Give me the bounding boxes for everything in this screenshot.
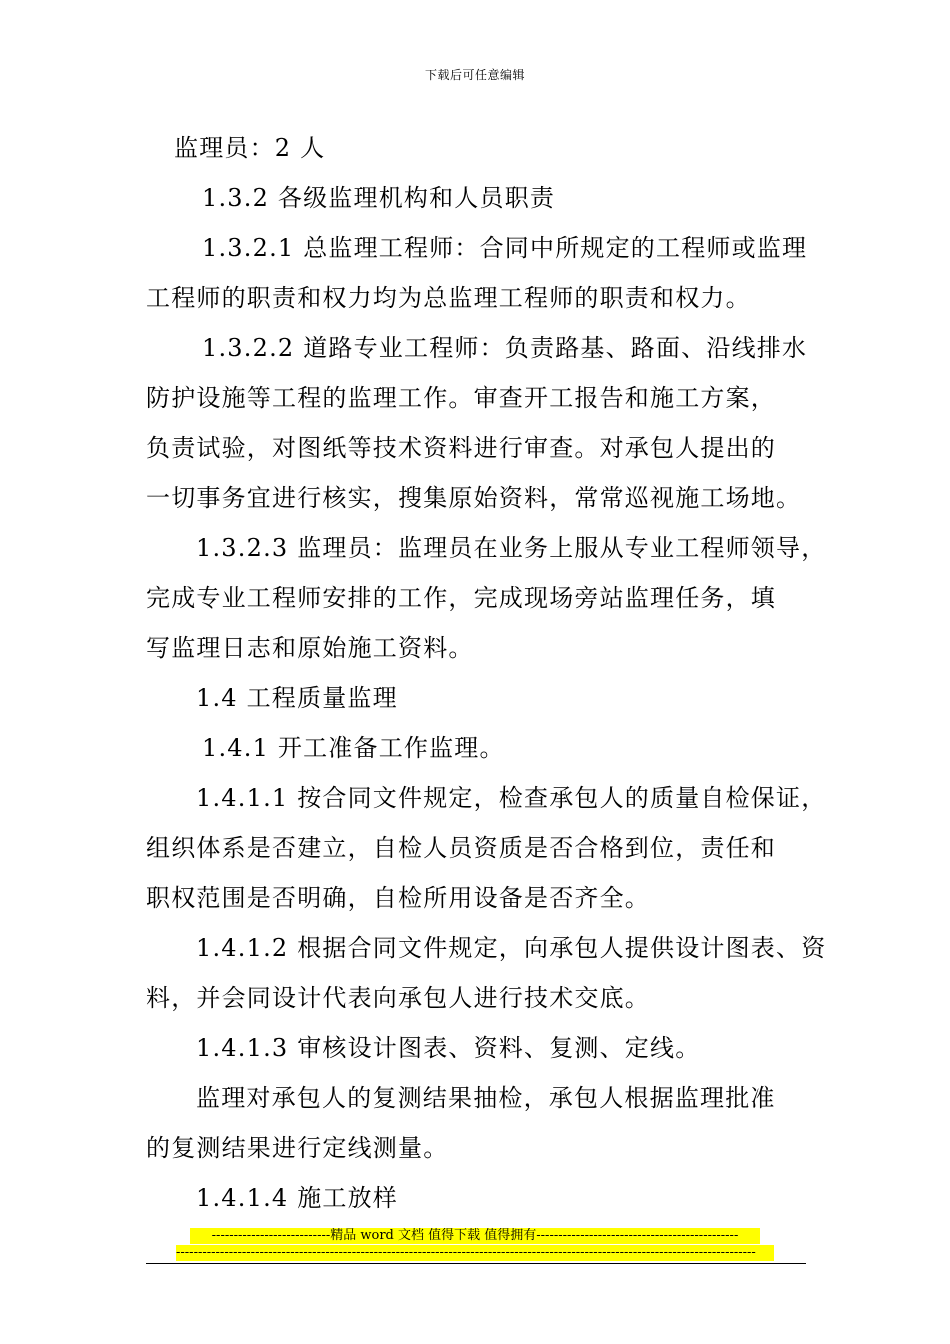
text-line: 1.4.1.2 根据合同文件规定，向承包人提供设计图表、资 — [196, 934, 827, 962]
text-line: 1.3.2.3 监理员：监理员在业务上服从专业工程师领导， — [196, 534, 827, 562]
text-line: 负责试验，对图纸等技术资料进行审查。对承包人提出的 — [146, 434, 776, 462]
text-line: 料，并会同设计代表向承包人进行技术交底。 — [146, 984, 650, 1012]
text-line: 职权范围是否明确，自检所用设备是否齐全。 — [146, 884, 650, 912]
footer-banner: ---------------------------精品 word 文档 值得下载 值得拥有---------------------------------------------- — [190, 1228, 760, 1244]
footer-rule — [146, 1263, 806, 1264]
footer-dashes: ------------------------------------------------------------------------------------------------------------------------------------ — [176, 1245, 774, 1261]
text-line: 监理对承包人的复测结果抽检，承包人根据监理批准 — [196, 1084, 776, 1112]
text-line: 的复测结果进行定线测量。 — [146, 1134, 449, 1162]
text-line: 1.4.1.1 按合同文件规定，检查承包人的质量自检保证， — [196, 784, 827, 812]
section-heading: 1.4 工程质量监理 — [196, 684, 398, 712]
text-line: 监理员：2 人 — [174, 134, 326, 162]
text-line: 完成专业工程师安排的工作，完成现场旁站监理任务，填 — [146, 584, 776, 612]
section-heading: 1.3.2 各级监理机构和人员职责 — [202, 184, 556, 212]
text-line: 1.3.2.1 总监理工程师：合同中所规定的工程师或监理 — [202, 234, 808, 262]
text-line: 1.4.1.3 审核设计图表、资料、复测、定线。 — [196, 1034, 701, 1062]
section-heading: 1.4.1.4 施工放样 — [196, 1184, 398, 1212]
text-line: 工程师的职责和权力均为总监理工程师的职责和权力。 — [146, 284, 751, 312]
text-line: 写监理日志和原始施工资料。 — [146, 634, 474, 662]
text-line: 一切事务宜进行核实，搜集原始资料，常常巡视施工场地。 — [146, 484, 802, 512]
text-line: 防护设施等工程的监理工作。审查开工报告和施工方案， — [146, 384, 776, 412]
page-header: 下载后可任意编辑 — [424, 68, 525, 82]
text-line: 组织体系是否建立，自检人员资质是否合格到位，责任和 — [146, 834, 776, 862]
section-heading: 1.4.1 开工准备工作监理。 — [202, 734, 505, 762]
text-line: 1.3.2.2 道路专业工程师：负责路基、路面、沿线排水 — [202, 334, 808, 362]
